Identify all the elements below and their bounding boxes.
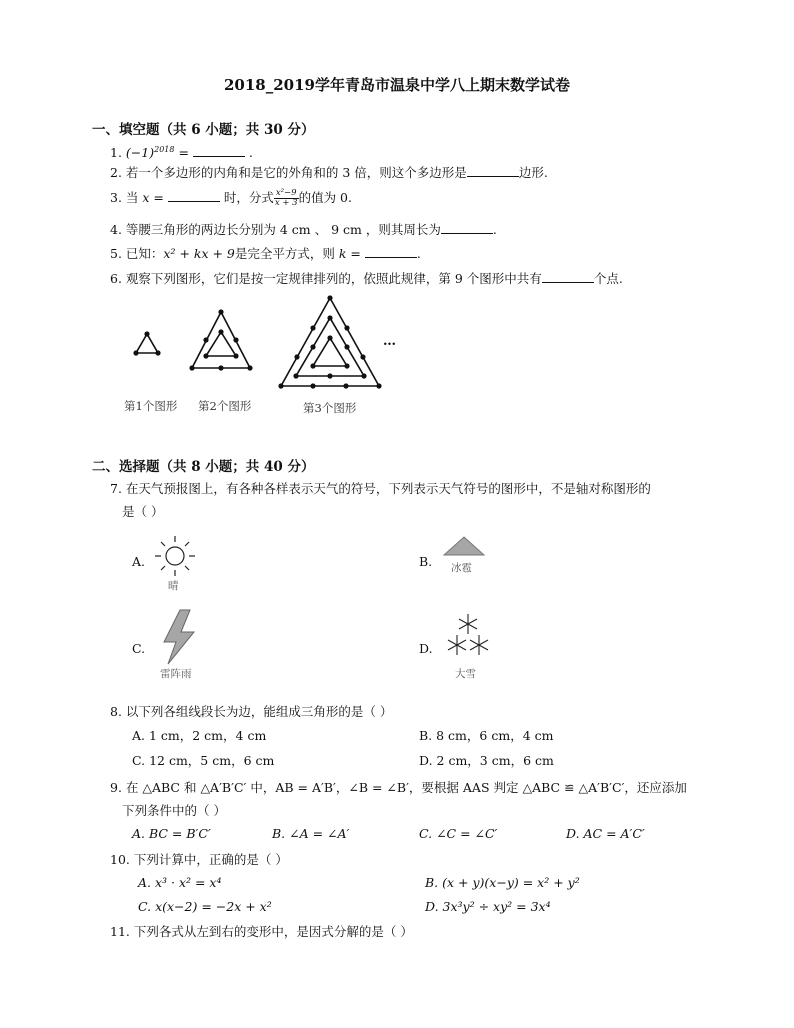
figure-caption-3: 第3个图形 [303, 401, 357, 415]
q1-base: (−1) [125, 145, 155, 161]
q8-option-d[interactable]: D. 2 cm，3 cm，6 cm [419, 753, 554, 768]
hail-icon [442, 534, 486, 558]
figure-3-dots [278, 295, 381, 388]
q10-option-b[interactable]: B. (x + y)(x−y) = x² + y² [425, 875, 580, 890]
section-heading-fill-in: 一、填空题（共 6 小题；共 30 分） [92, 122, 315, 138]
q4-text: 4. 等腰三角形的两边长分别为 4 cm 、 9 cm ，则其周长为 [110, 222, 441, 237]
question-10: 10. 下列计算中，正确的是（ ） [110, 852, 288, 867]
question-4 [110, 221, 497, 239]
q5-expression: x² + kx + 9 [163, 246, 235, 261]
question-5 [110, 245, 421, 263]
answer-blank-4[interactable] [441, 221, 493, 234]
q8-option-c[interactable]: C. 12 cm，5 cm，6 cm [132, 753, 275, 768]
answer-blank-3[interactable] [168, 189, 220, 202]
q3-tail: 的值为 0. [298, 190, 352, 205]
answer-blank-2[interactable] [467, 164, 519, 177]
sun-icon [152, 534, 198, 578]
page-title: 2018_2019学年青岛市温泉中学八上期末数学试卷 [224, 76, 570, 94]
q9-option-a[interactable]: A. BC = B′C′ [132, 826, 211, 841]
q1-equals: = [174, 145, 193, 161]
q7-caption-sunny: 晴 [168, 580, 179, 592]
lightning-icon [160, 608, 198, 666]
q3-fraction [274, 189, 299, 208]
q10-option-a[interactable]: A. x³ · x² = x⁴ [138, 875, 222, 890]
q2-text: 2. 若一个多边形的内角和是它的外角和的 3 倍，则这个多边形是 [110, 165, 467, 180]
q8-option-b[interactable]: B. 8 cm，6 cm，4 cm [419, 728, 554, 743]
q7-caption-heavy-snow: 大雪 [455, 668, 476, 680]
q7-option-c-label[interactable]: C. [132, 641, 146, 656]
question-7-line-1: 7. 在天气预报图上，有各种各样表示天气的符号，下列表示天气符号的图形中，不是轴对称图形的 [110, 481, 651, 496]
question-7-line-2: 是（ ） [122, 504, 164, 519]
q3-text-mid: 时，分式 [219, 190, 274, 205]
q5-tail: . [416, 246, 421, 261]
q1-number: 1. [110, 145, 122, 161]
q9-option-c[interactable]: C. ∠C = ∠C′ [419, 826, 498, 841]
q7-option-b-label[interactable]: B. [419, 554, 433, 569]
question-3 [110, 189, 352, 208]
q2-tail: 边形. [518, 165, 548, 180]
answer-blank-1[interactable] [193, 144, 245, 157]
q9-option-b[interactable]: B. ∠A = ∠A′ [272, 826, 350, 841]
figure-ellipsis: … [383, 334, 396, 349]
q3-numerator: x²−9 [275, 188, 297, 198]
q3-equals: = [149, 190, 168, 205]
q9-option-d[interactable]: D. AC = A′C′ [566, 826, 645, 841]
question-9-line-1: 9. 在 △ABC 和 △A′B′C′ 中，AB = A′B′，∠B = ∠B′，要根据 AAS 判定 △ABC ≌ △A′B′C′，还应添加 [110, 780, 687, 795]
q7-option-a-label[interactable]: A. [132, 554, 146, 569]
q1-exponent: 2018 [154, 145, 175, 154]
figure-caption-1: 第1个图形 [124, 399, 178, 413]
q6-tail: 个点. [593, 271, 623, 286]
q3-denominator: x + 3 [274, 198, 298, 208]
q7-caption-hail: 冰雹 [451, 562, 472, 574]
section-heading-multiple-choice: 二、选择题（共 8 小题；共 40 分） [92, 459, 315, 475]
figure-caption-2: 第2个图形 [198, 399, 252, 413]
question-2 [110, 164, 548, 182]
question-1 [110, 141, 253, 162]
q10-option-c[interactable]: C. x(x−2) = −2x + x² [138, 899, 272, 914]
q1-tail: . [244, 145, 253, 161]
question-9-line-2: 下列条件中的（ ） [122, 803, 226, 818]
figure-1-dots [133, 331, 160, 355]
q3-variable: x [142, 190, 150, 205]
figure-2-dots [189, 309, 252, 370]
q5-text-mid: 是完全平方式，则 [234, 246, 339, 261]
question-11: 11. 下列各式从左到右的变形中，是因式分解的是（ ） [110, 924, 413, 939]
dot-triangle-figures [120, 292, 410, 398]
q7-caption-thunderstorm: 雷阵雨 [160, 668, 192, 680]
answer-blank-6[interactable] [542, 270, 594, 283]
q7-option-d-label[interactable]: D. [419, 641, 433, 656]
q8-option-a[interactable]: A. 1 cm，2 cm，4 cm [132, 728, 267, 743]
q3-text: 3. 当 [110, 190, 143, 205]
q5-text: 5. 已知： [110, 246, 164, 261]
q5-equals: = [346, 246, 365, 261]
q6-text: 6. 观察下列图形，它们是按一定规律排列的，依照此规律，第 9 个图形中共有 [110, 271, 542, 286]
question-8: 8. 以下列各组线段长为边，能组成三角形的是（ ） [110, 704, 393, 719]
question-6 [110, 270, 623, 288]
snowflake-icon [440, 612, 496, 664]
q4-tail: . [492, 222, 497, 237]
q5-variable: k [338, 246, 347, 261]
q10-option-d[interactable]: D. 3x³y² ÷ xy² = 3x⁴ [425, 899, 551, 914]
answer-blank-5[interactable] [365, 245, 417, 258]
